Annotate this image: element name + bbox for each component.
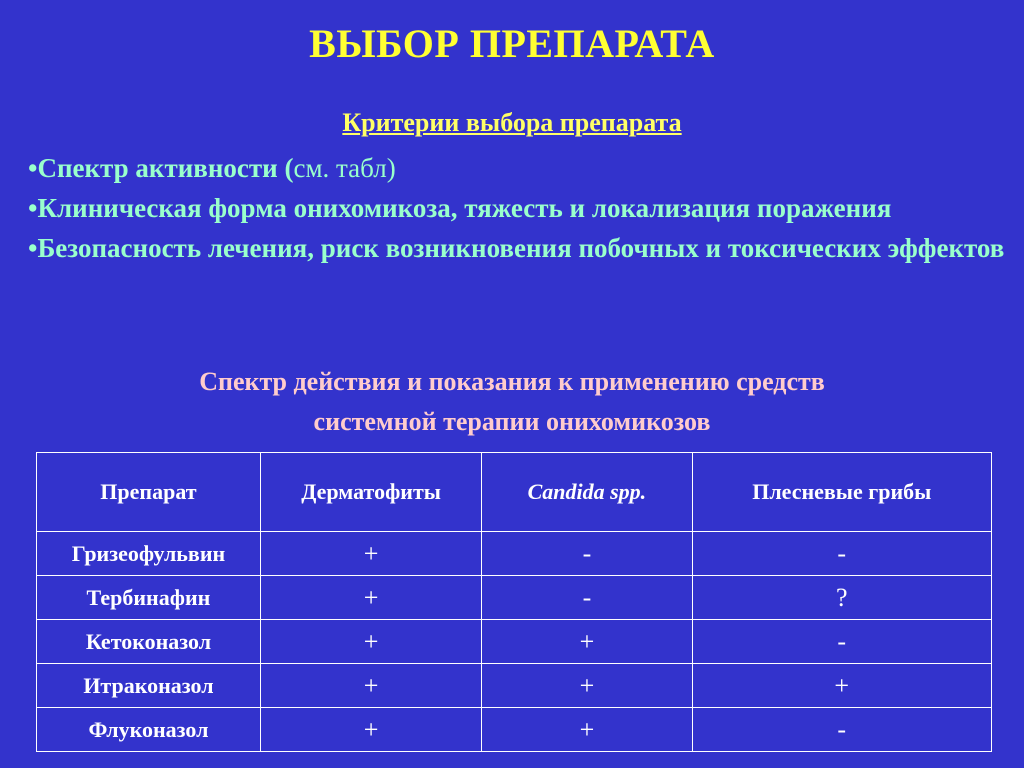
criteria-note: см. табл: [293, 153, 387, 183]
criteria-list: [28, 148, 1008, 268]
cell-candida: +: [482, 664, 692, 708]
cell-dermatophytes: +: [260, 620, 481, 664]
criteria-note-close: ): [386, 153, 396, 183]
cell-dermatophytes: +: [260, 664, 481, 708]
header-drug: Препарат: [37, 453, 261, 532]
cell-candida: +: [482, 708, 692, 752]
cell-molds: ?: [692, 576, 992, 620]
drug-name: Флуконазол: [37, 708, 261, 752]
cell-dermatophytes: +: [260, 532, 481, 576]
table-caption-line: системной терапии онихомикозов: [313, 407, 711, 436]
cell-molds: +: [692, 664, 992, 708]
criteria-text: Безопасность лечения, риск возникновения побочных и токсических эффектов: [37, 233, 1005, 263]
criteria-text: Клиническая форма онихомикоза, тяжесть и локализация поражения: [37, 193, 892, 223]
criteria-text: Спектр активности (: [37, 153, 294, 183]
table-caption-line: Спектр действия и показания к применению средств: [199, 367, 825, 396]
table-row: [37, 576, 992, 620]
criteria-item: [28, 148, 1008, 188]
header-molds: Плесневые грибы: [692, 453, 992, 532]
drug-name: Итраконазол: [37, 664, 261, 708]
drug-name: Гризеофульвин: [37, 532, 261, 576]
bullet-dot: •: [28, 153, 38, 183]
slide-title: ВЫБОР ПРЕПАРАТА: [309, 21, 715, 66]
cell-dermatophytes: +: [260, 708, 481, 752]
header-dermatophytes: Дерматофиты: [260, 453, 481, 532]
bullet-dot: •: [28, 233, 38, 263]
header-candida: Candida spp.: [482, 453, 692, 532]
cell-dermatophytes: +: [260, 576, 481, 620]
cell-molds: -: [692, 532, 992, 576]
table-row: [37, 620, 992, 664]
criteria-item: [28, 188, 1008, 228]
cell-molds: -: [692, 708, 992, 752]
cell-candida: +: [482, 620, 692, 664]
drug-name: Тербинафин: [37, 576, 261, 620]
table-header-row: [37, 453, 992, 532]
cell-candida: -: [482, 576, 692, 620]
cell-candida: -: [482, 532, 692, 576]
cell-molds: -: [692, 620, 992, 664]
drug-name: Кетоконазол: [37, 620, 261, 664]
table-caption: [0, 362, 1024, 442]
table-row: [37, 708, 992, 752]
table-row: [37, 532, 992, 576]
bullet-dot: •: [28, 193, 38, 223]
criteria-heading: Критерии выбора препарата: [342, 108, 682, 137]
criteria-item: [28, 228, 1008, 268]
drug-spectrum-table: [36, 452, 992, 752]
table-row: [37, 664, 992, 708]
